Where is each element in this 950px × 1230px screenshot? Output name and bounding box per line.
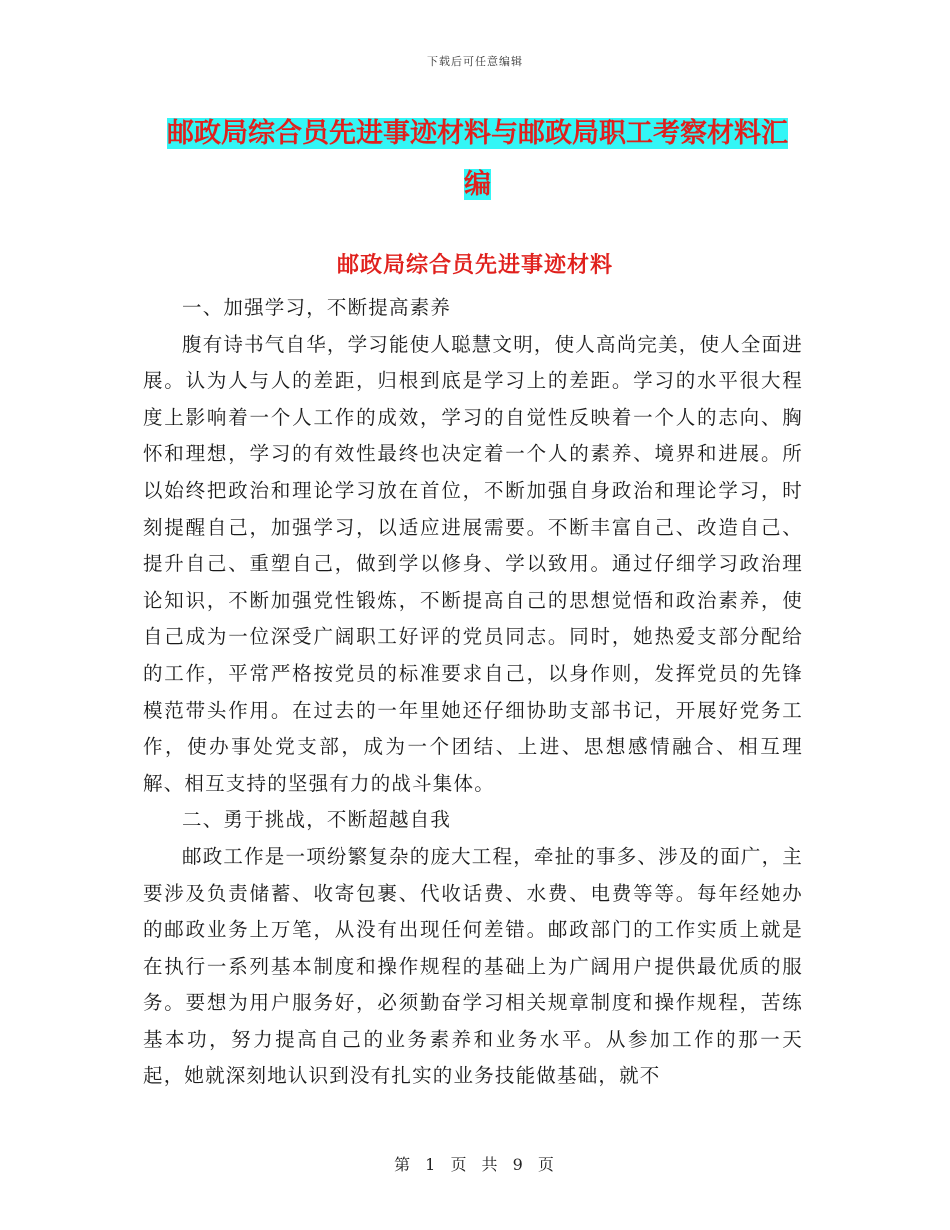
page-footer: 第 1 页 共 9 页 <box>394 1155 556 1174</box>
document-title <box>150 108 805 210</box>
document-title-line-2: 编 <box>464 169 491 200</box>
body-paragraph: 腹有诗书气自华，学习能使人聪慧文明，使人高尚完美，使人全面进展。认为人与人的差距，归根到底是学习上的差距。学习的水平很大程度上影响着一个人工作的成效，学习的自觉性反映着一个人的志向、胸怀和理想，学习的有效性最终也决定着一个人的素养、境界和进展。所以始终把政治和理论学习放在首位，不断加强自身政治和理论学习，时刻提醒自己，加强学习，以适应进展需要。不断丰富自己、改造自己、提升自己、重塑自己，做到学以修身、学以致用。通过仔细学习政治理论知识，不断加强党性锻炼，不断提高自己的思想觉悟和政治素养，使自己成为一位深受广阔职工好评的党员同志。同时，她热爱支部分配给的工作，平常严格按党员的标准要求自己，以身作则，发挥党员的先锋模范带头作用。在过去的一年里她还仔细协助支部书记，开展好党务工作，使办事处党支部，成为一个团结、上进、思想感情融合、相互理解、相互支持的坚强有力的战斗集体。 <box>143 332 804 795</box>
heading-strengthen-learning: 一、加强学习，不断提高素养 <box>182 296 452 319</box>
section-title: 邮政局综合员先进事迹材料 <box>336 253 613 278</box>
body-paragraph: 邮政工作是一项纷繁复杂的庞大工程，牵扯的事多、涉及的面广，主要涉及负责储蓄、收寄包裹、代收话费、水费、电费等等。每年经她办的邮政业务上万笔，从没有出现任何差错。邮政部门的工作实质上就是在执行一系列基本制度和操作规程的基础上为广阔用户提供最优质的服务。要想为用户服务好，必须勤奋学习相关规章制度和操作规程，苦练基本功，努力提高自己的业务素养和业务水平。从参加工作的那一天起，她就深刻地认识到没有扎实的业务技能做基础，就不 <box>143 844 804 1088</box>
document-title-line-1: 邮政局综合员先进事迹材料与邮政局职工考察材料汇 <box>167 118 788 149</box>
heading-embrace-challenges: 二、勇于挑战，不断超越自我 <box>182 808 452 832</box>
document-body <box>143 290 803 1095</box>
header-note: 下载后可任意编辑 <box>427 55 523 68</box>
